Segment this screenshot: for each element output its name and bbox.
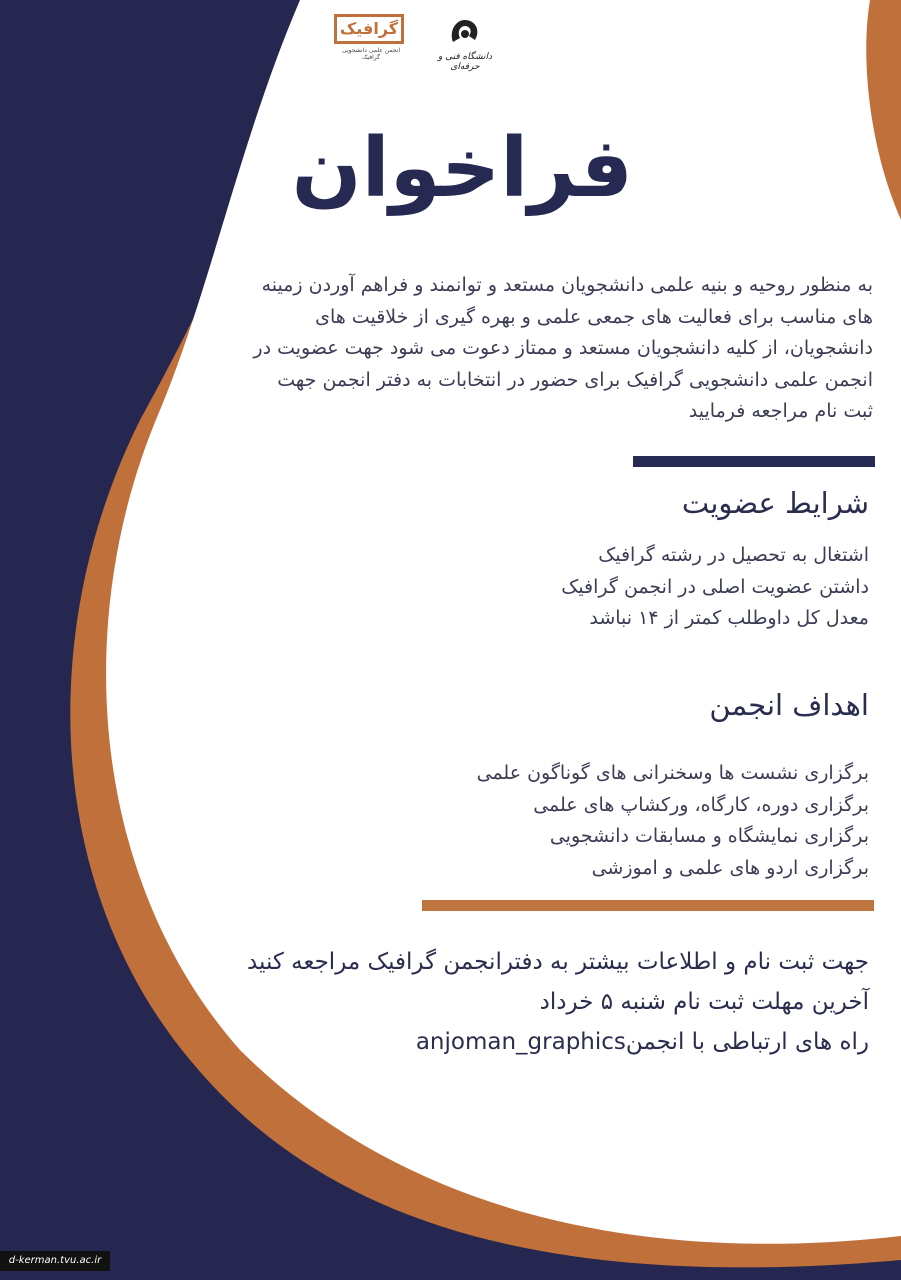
registration-info: جهت ثبت نام و اطلاعات بیشتر به دفترانجمن گرافیک مراجعه کنید	[246, 949, 869, 975]
goal-item: برگزاری دوره، کارگاه، ورکشاپ های علمی	[533, 793, 869, 816]
conditions-list	[561, 540, 869, 635]
tvu-emblem-icon	[445, 14, 485, 50]
page-title: فراخوان	[291, 121, 633, 216]
contact-footer	[149, 942, 869, 1062]
tvu-logo-name: دانشگاه فنی و حرفه‌ای	[437, 52, 493, 72]
tvu-logo	[430, 14, 500, 74]
goal-item: برگزاری اردو های علمی و اموزشی	[591, 856, 869, 879]
contact-info	[149, 1022, 869, 1062]
intro-paragraph: به منظور روحیه و بنیه علمی دانشجویان مستعد و توانمند و فراهم آوردن زمینه های مناسب برای فعالیت های جمعی علمی و بهره گیری از خلاقیت های دانشجویان، از کلیه دانشجویان مستعد و ممتاز دعوت می شود جهت عضویت در انجمن علمی دانشجویی گرافیک برای حضور در انتخابات به دفتر انجمن جهت ثبت نام مراجعه فرمایید	[253, 274, 873, 422]
divider-orange	[422, 900, 874, 911]
condition-item: داشتن عضویت اصلی در انجمن گرافیک	[561, 575, 869, 598]
goals-list	[477, 758, 869, 884]
graphic-association-logo	[334, 14, 408, 74]
goal-item: برگزاری نمایشگاه و مسابقات دانشجویی	[549, 825, 869, 847]
graphic-logo-subtitle: انجمن علمی دانشجویی گرافیک	[341, 47, 401, 61]
site-watermark: d-kerman.tvu.ac.ir	[0, 1251, 110, 1271]
conditions-heading: شرایط عضویت	[681, 486, 869, 520]
goals-heading: اهداف انجمن	[709, 688, 869, 722]
deadline-info: آخرین مهلت ثبت نام شنبه ۵ خرداد	[539, 989, 869, 1015]
divider-navy	[633, 456, 875, 467]
condition-item: معدل کل داوطلب کمتر از ۱۴ نباشد	[589, 607, 869, 629]
social-handle[interactable]: anjoman_graphics	[415, 1029, 626, 1055]
contact-label: راه های ارتباطی با انجمن	[625, 1029, 869, 1055]
logo-bar	[330, 14, 500, 74]
condition-item: اشتغال به تحصیل در رشته گرافیک	[598, 544, 869, 566]
goal-item: برگزاری نشست ها وسخنرانی های گوناگون علمی	[476, 762, 869, 784]
graphic-logo-name: گرافیک	[334, 14, 404, 44]
